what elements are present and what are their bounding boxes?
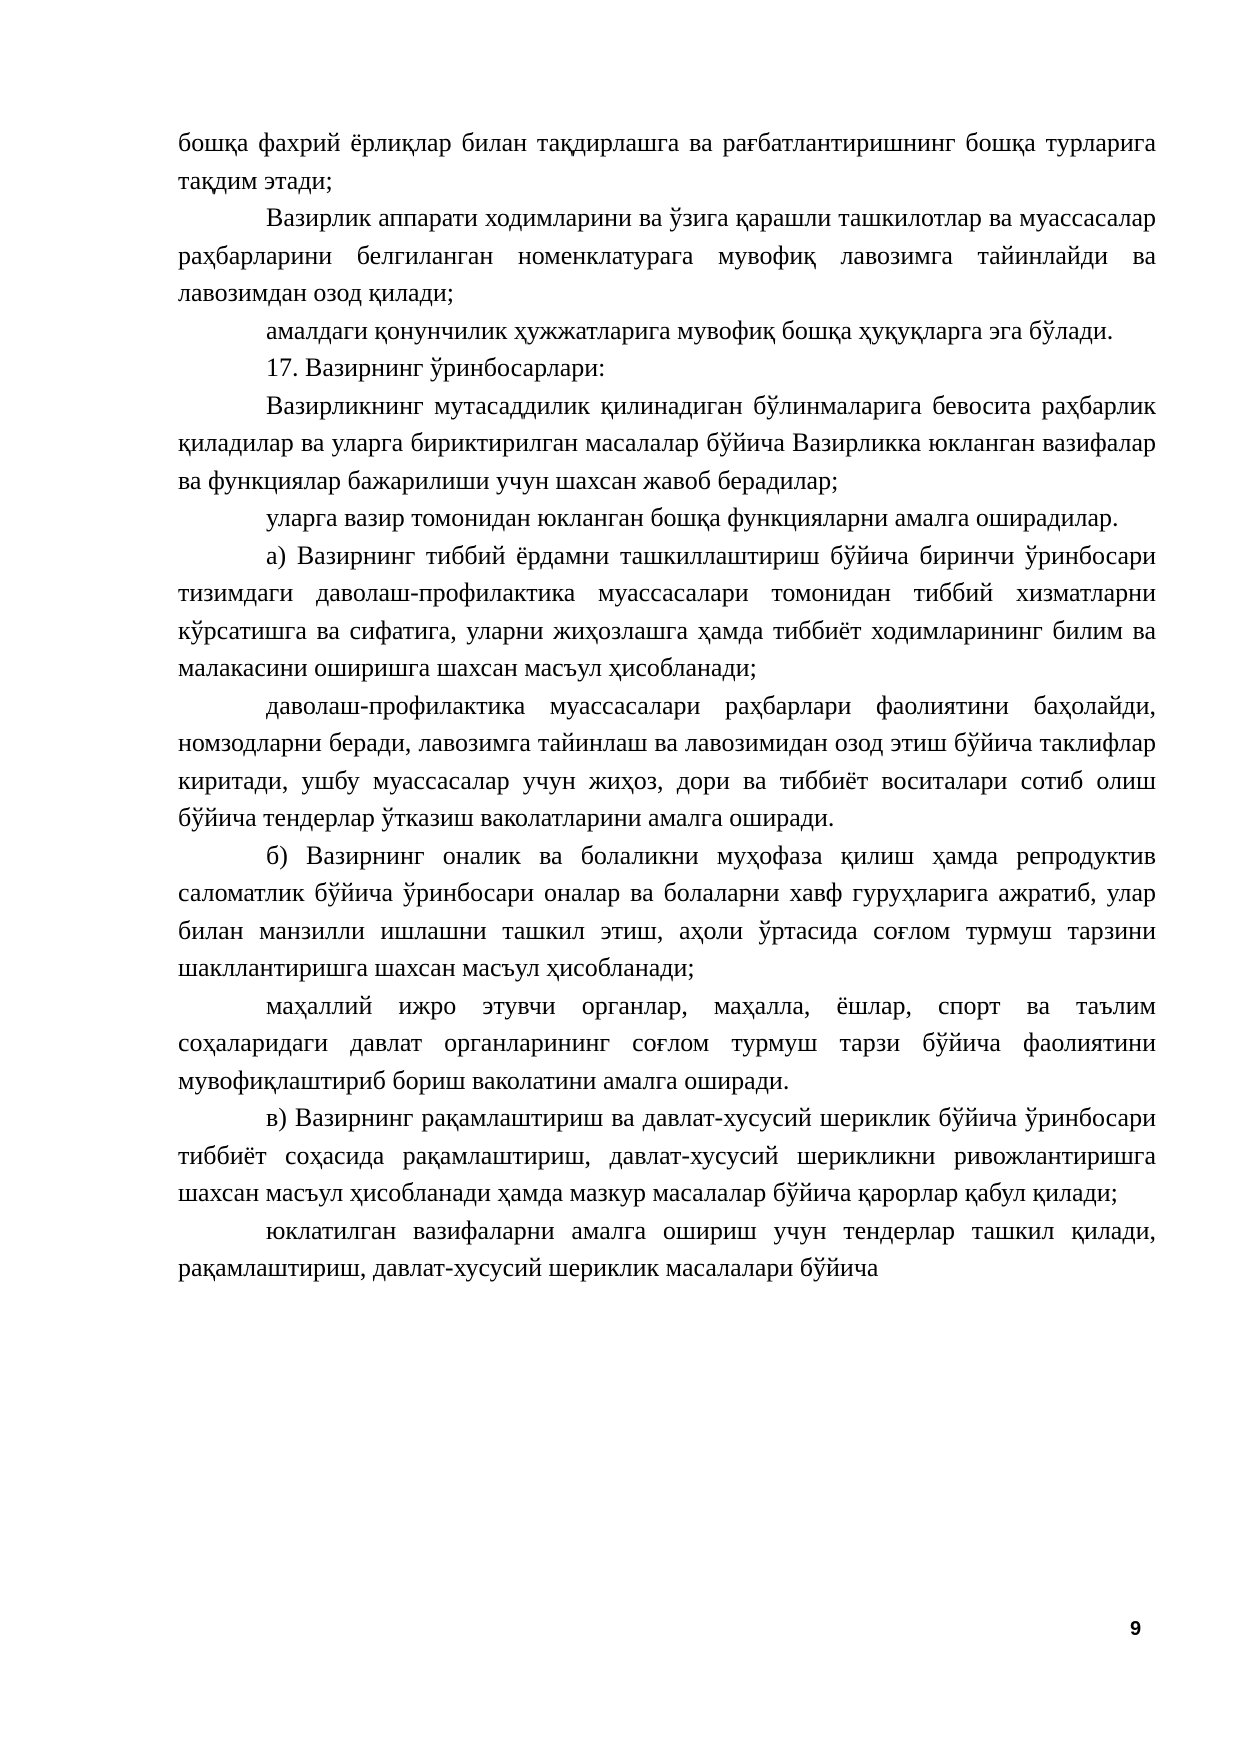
paragraph-item-a: а) Вазирнинг тиббий ёрдамни ташкиллаштириш бўйича биринчи ўринбосари тизимдаги даволаш-профилактика муассасалари томонидан тиббий хизматларни кўрсатишга ва сифатига, уларни жиҳозлашга ҳамда тиббиёт ходимларининг билим ва малакасини оширишга шахсан масъул ҳисобланади; [178, 540, 1156, 682]
paragraph-ministry-staff: Вазирлик аппарати ходимларини ва ўзига қарашли ташкилотлар ва муассасалар раҳбарларини белгиланган номенклатурага мувофиқ лавозимга тайинлайди ва лавозимдан озод қилади; [178, 203, 1156, 307]
paragraph-item-b: б) Вазирнинг оналик ва болаликни муҳофаза қилиш ҳамда репродуктив саломатлик бўйича ўринбосари оналар ва болаларни хавф гуруҳларига ажратиб, улар билан манзилли ишлашни ташкил этиш, аҳоли ўртасида соғлом турмуш тарзини шакллантиришга шахсан масъул ҳисобланади; [178, 840, 1156, 982]
paragraph-item-v-continuation: юклатилган вазифаларни амалга ошириш учун тендерлар ташкил қилади, рақамлаштириш, давлат-хусусий шериклик масалалари бўйича [178, 1215, 1156, 1282]
paragraph-deputies-responsibility: Вазирликнинг мутасаддилик қилинадиган бўлинмаларига бевосита раҳбарлик қиладилар ва уларга бириктирилган масалалар бўйича Вазирликка юкланган вазифалар ва функциялар бажарилиши учун шахсан жавоб берадилар; [178, 390, 1156, 495]
page-number: 9 [1130, 1618, 1142, 1640]
paragraph-other-rights: амалдаги қонунчилик ҳужжатларига мувофиқ бошқа ҳуқуқларга эга бўлади. [266, 315, 1114, 345]
paragraph-item-v: в) Вазирнинг рақамлаштириш ва давлат-хусусий шериклик бўйича ўринбосари тиббиёт соҳасида рақамлаштириш, давлат-хусусий шерикликни ривожлантиришга шахсан масъул ҳисобланади ҳамда мазкур масалалар бўйича қарорлар қабул қилади; [178, 1103, 1156, 1207]
section-17-heading: 17. Вазирнинг ўринбосарлари: [266, 353, 606, 382]
paragraph-item-a-continuation: даволаш-профилактика муассасалари раҳбарлари фаолиятини баҳолайди, номзодларни беради, лавозимга тайинлаш ва лавозимидан озод этиш бўйича таклифлар киритади, ушбу муассасалар учун жиҳоз, дори ва тиббиёт воситалари сотиб олиш бўйича тендерлар ўтказиш ваколатларини амалга оширади. [178, 690, 1156, 832]
paragraph-deputies-functions: уларга вазир томонидан юкланган бошқа функцияларни амалга оширадилар. [266, 503, 1119, 532]
document-body [178, 124, 1156, 1287]
paragraph-continuation: бошқа фахрий ёрлиқлар билан тақдирлашга ва рағбатлантиришнинг бошқа турларига тақдим этади; [178, 128, 1156, 195]
paragraph-item-b-continuation: маҳаллий ижро этувчи органлар, маҳалла, ёшлар, спорт ва таълим соҳаларидаги давлат органларининг соғлом турмуш тарзи бўйича фаолиятини мувофиқлаштириб бориш ваколатини амалга оширади. [178, 990, 1156, 1095]
